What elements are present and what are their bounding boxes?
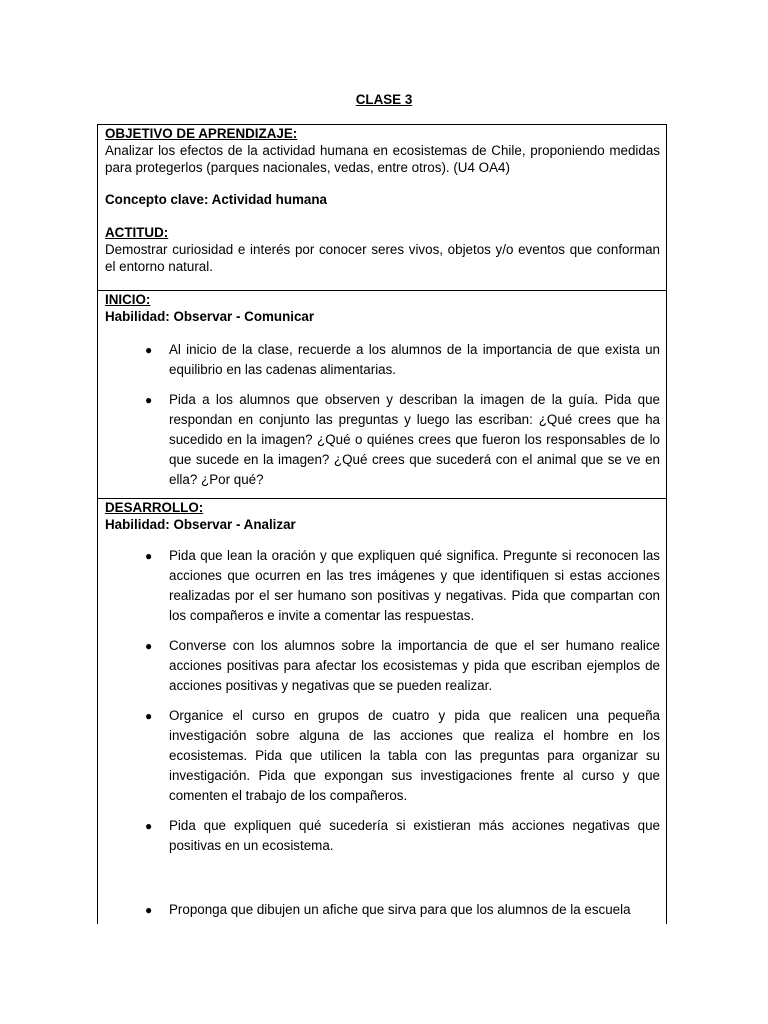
list-item-text: Converse con los alumnos sobre la importancia de que el ser humano realice acciones positivas para afectar los ecosistemas y pida que escriban ejemplos de acciones positivas y negativas que se pueden realizar.: [169, 638, 660, 693]
objective-cell: [98, 125, 666, 291]
inicio-skill: Habilidad: Observar - Comunicar: [105, 309, 315, 324]
inicio-bullet-list: [105, 340, 660, 490]
list-item: [105, 340, 660, 380]
desarrollo-heading: DESARROLLO:: [105, 500, 204, 515]
desarrollo-bullet-list: [105, 546, 660, 920]
bullet-icon: ●: [145, 639, 153, 653]
list-item-text: Pida a los alumnos que observen y describan la imagen de la guía. Pida que respondan en conjunto las preguntas y luego las escriban: ¿Qué crees que ha sucedido en la imagen? ¿Qué o quiénes crees que fueron los responsables de lo que sucede en la imagen? ¿Qué crees que sucederá con el animal que se ve en ella? ¿Por qué?: [169, 392, 660, 487]
attitude-text: Demostrar curiosidad e interés por conocer seres vivos, objetos y/o eventos que conforman el entorno natural.: [105, 242, 660, 274]
bullet-icon: ●: [145, 549, 153, 563]
bullet-icon: ●: [145, 709, 153, 723]
lesson-plan-table: [97, 124, 667, 924]
list-item-text: Pida que lean la oración y que expliquen qué significa. Pregunte si reconocen las acciones que ocurren en las tres imágenes y que identifiquen si estas acciones realizadas por el ser humano son positivas y negativas. Pida que compartan con los compañeros e invite a comentar las respuestas.: [169, 548, 660, 623]
desarrollo-cell: [98, 499, 666, 924]
attitude-heading: ACTITUD:: [105, 225, 169, 240]
key-concept: Concepto clave: Actividad humana: [105, 192, 327, 207]
bullet-icon: ●: [145, 903, 153, 917]
list-item-text: Pida que expliquen qué sucedería si existieran más acciones negativas que positivas en un ecosistema.: [169, 818, 660, 853]
bullet-icon: ●: [145, 343, 153, 357]
list-item: [105, 900, 660, 920]
bullet-icon: ●: [145, 393, 153, 407]
list-item: [105, 390, 660, 490]
objective-text: Analizar los efectos de la actividad humana en ecosistemas de Chile, proponiendo medidas para protegerlos (parques nacionales, vedas, entre otros). (U4 OA4): [105, 143, 660, 175]
objective-heading: OBJETIVO DE APRENDIZAJE:: [105, 126, 298, 141]
document-title: CLASE 3: [355, 92, 413, 107]
inicio-heading: INICIO:: [105, 292, 151, 307]
list-item: [105, 636, 660, 696]
inicio-cell: [98, 291, 666, 499]
list-item-text: Organice el curso en grupos de cuatro y pida que realicen una pequeña investigación sobre alguna de las acciones que realiza el hombre en los ecosistemas. Pida que utilicen la tabla con las preguntas para organizar su investigación. Pida que expongan sus investigaciones frente al curso y que comenten el trabajo de los compañeros.: [169, 708, 660, 803]
desarrollo-skill: Habilidad: Observar - Analizar: [105, 517, 296, 532]
list-item: [105, 706, 660, 806]
list-item: [105, 546, 660, 626]
list-item-text: Al inicio de la clase, recuerde a los alumnos de la importancia de que exista un equilibrio en las cadenas alimentarias.: [169, 342, 660, 377]
list-item-text: Proponga que dibujen un afiche que sirva para que los alumnos de la escuela: [169, 902, 631, 917]
list-item: [105, 816, 660, 856]
bullet-icon: ●: [145, 819, 153, 833]
